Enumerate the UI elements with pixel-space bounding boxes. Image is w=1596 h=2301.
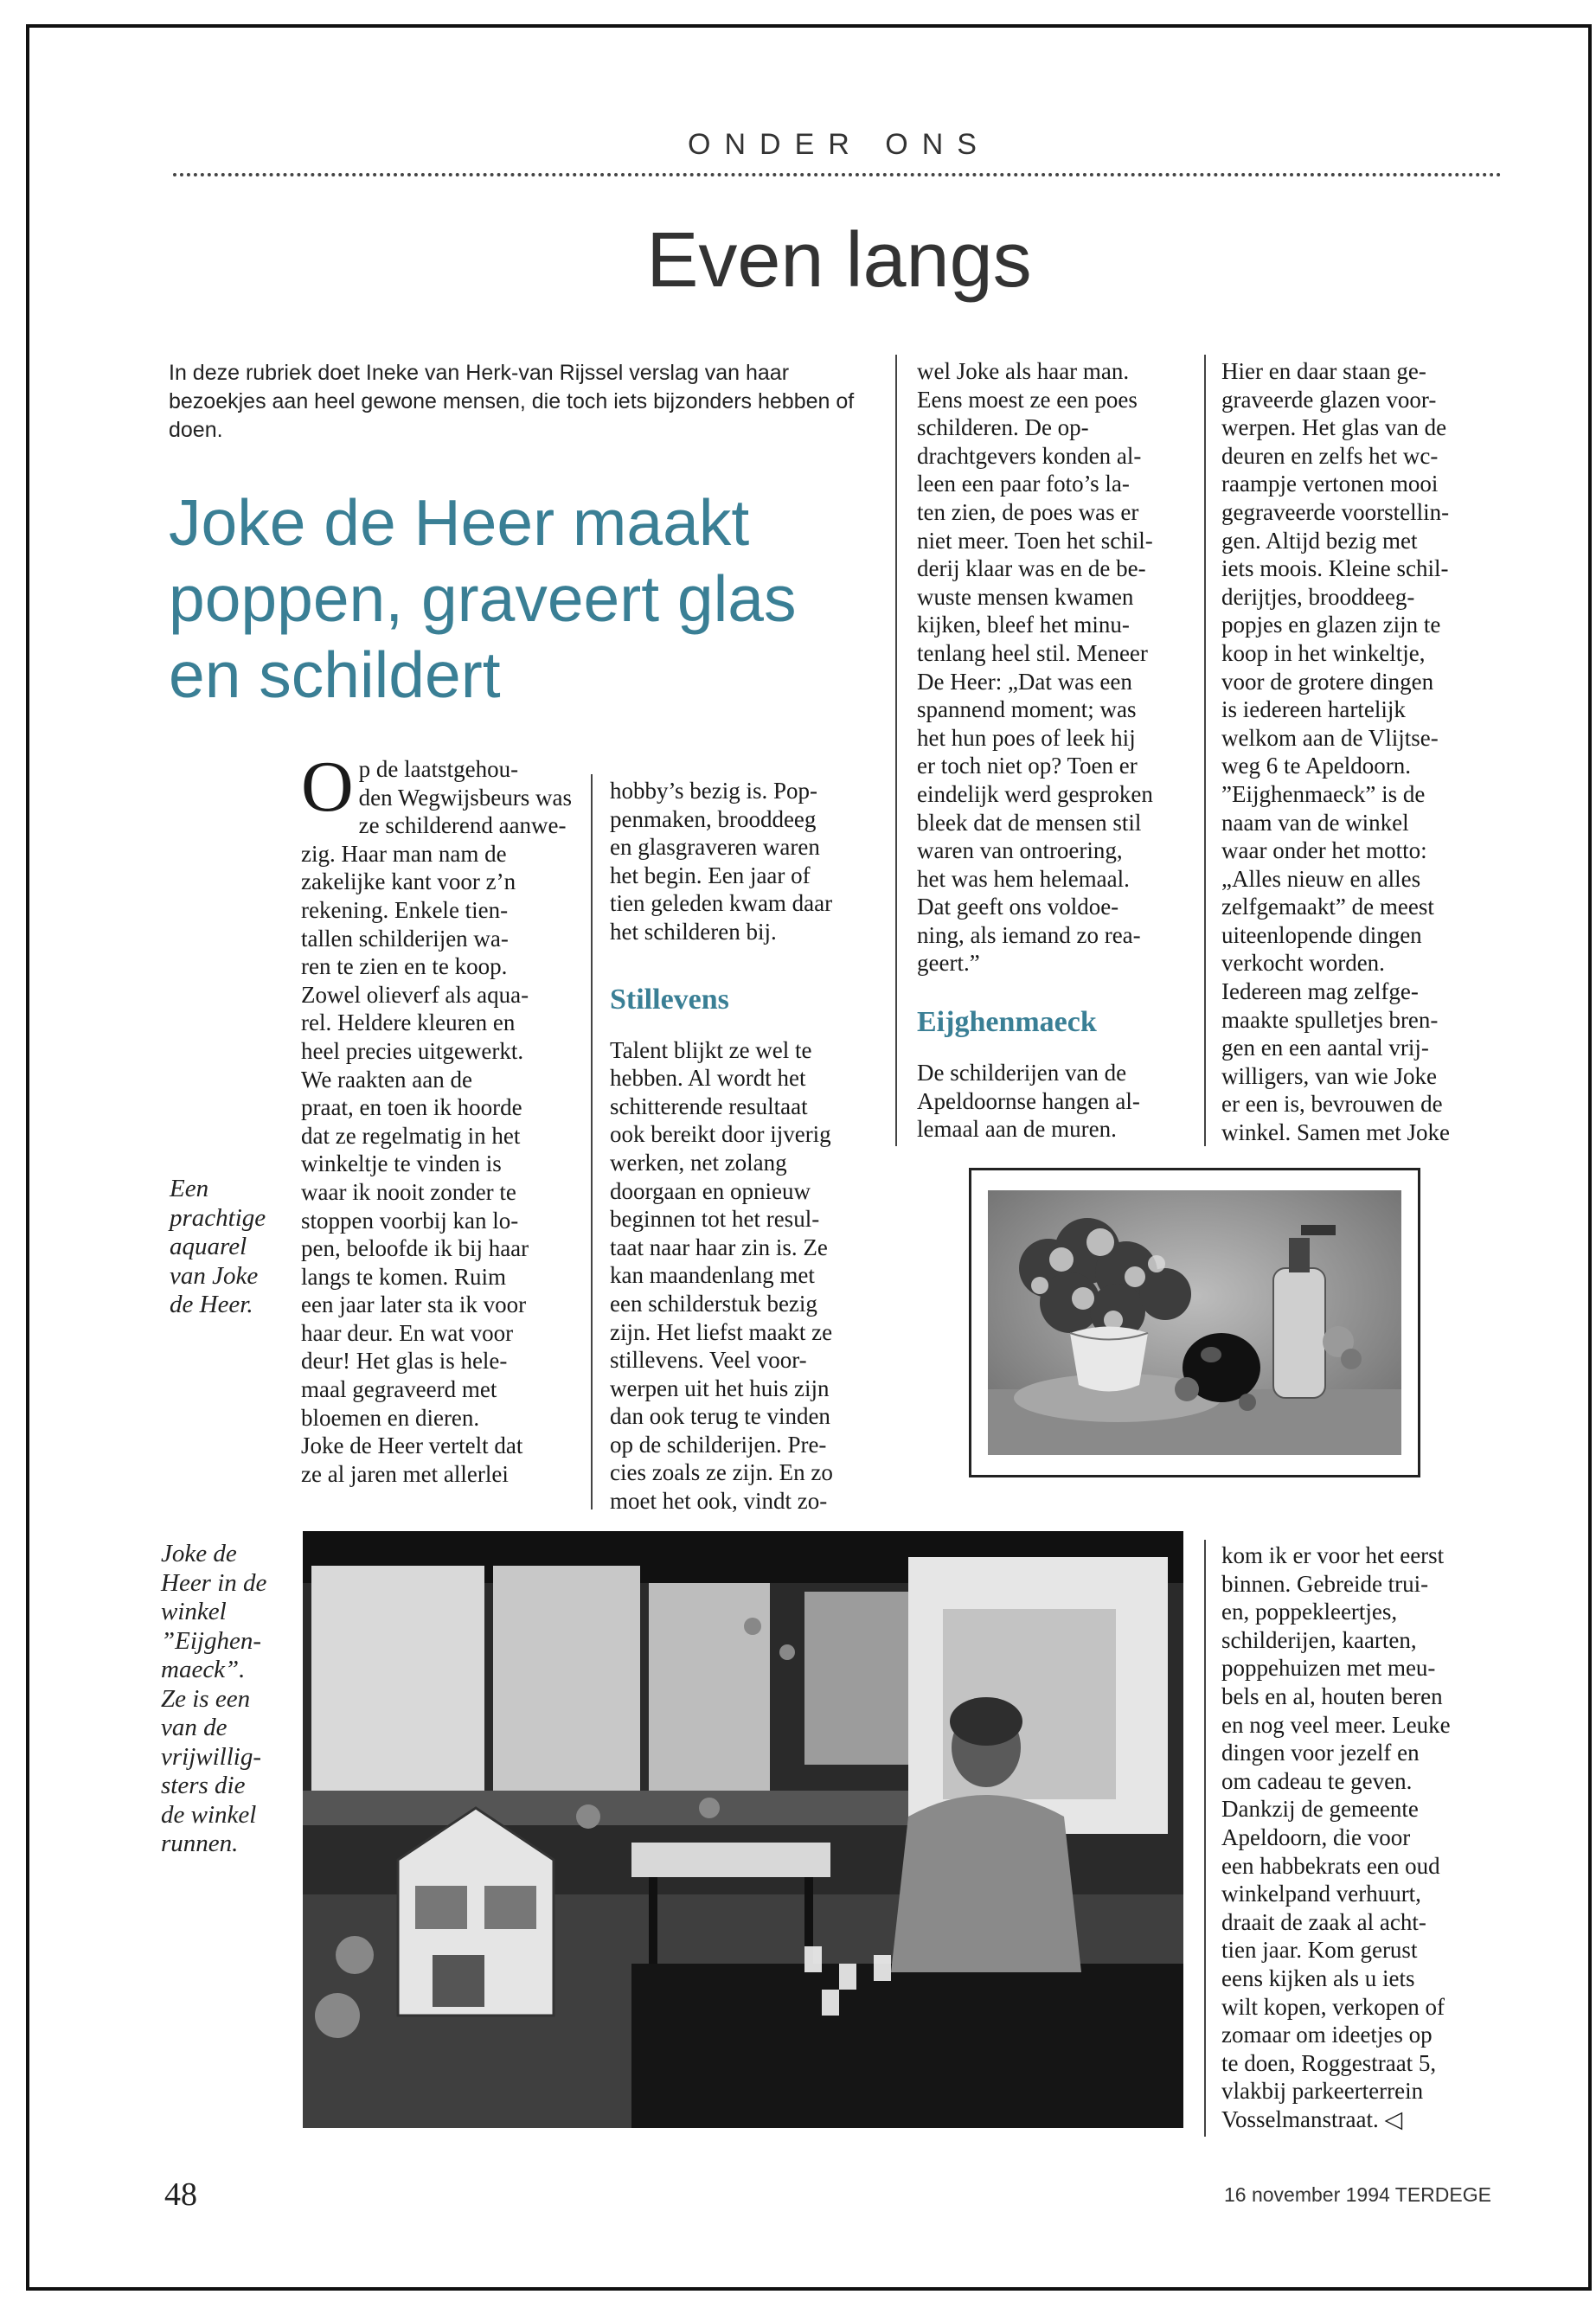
article-column-2 — [610, 777, 887, 1516]
watercolor-painting-image — [988, 1190, 1401, 1455]
text-line: dat ze regelmatig in het — [301, 1122, 521, 1149]
text-line: eindelijk werd gesproken — [917, 780, 1153, 807]
text-line: uiteenlopende dingen — [1221, 921, 1422, 948]
text-line: geert.” — [917, 950, 980, 977]
text-line: en, poppekleertjes, — [1221, 1599, 1398, 1625]
text-line: schitterende resultaat — [610, 1093, 808, 1119]
text-line: naam van de winkel — [1221, 809, 1409, 836]
text-line: leen een paar foto’s la- — [917, 471, 1130, 497]
text-line: willigers, van wie Joke — [1221, 1062, 1437, 1089]
caption-text — [161, 1540, 299, 1859]
headline-line: poppen, graveert glas — [169, 562, 797, 635]
text-line: haar deur. En wat voor — [301, 1319, 514, 1346]
text-line: winkel — [161, 1598, 227, 1625]
column-rule — [1204, 355, 1206, 1146]
text-line: „Alles nieuw en alles — [1221, 865, 1421, 892]
text-line: De Heer: „Dat was een — [917, 668, 1132, 695]
text-line: te doen, Roggestraat 5, — [1221, 2049, 1437, 2076]
text-line: gen. Altijd bezig met — [1221, 527, 1418, 554]
text-line: Een — [170, 1175, 209, 1202]
headline-line: Joke de Heer maakt — [169, 486, 750, 559]
text-line: kom ik er voor het eerst — [1221, 1542, 1445, 1568]
text-line: een habbekrats een oud — [1221, 1852, 1440, 1879]
text-line: Apeldoornse hangen al- — [917, 1087, 1140, 1114]
text-line: We raakten aan de — [301, 1066, 472, 1093]
caption-text — [170, 1175, 299, 1320]
intro-text: In deze rubriek doet Ineke van Herk-van Rijssel verslag van haar bezoekjes aan heel gewone mensen, die toch iets bijzonders hebben of doen. — [169, 361, 855, 442]
text-line: bleek dat de mensen stil — [917, 809, 1142, 836]
text-line: schilderijen, kaarten, — [1221, 1626, 1417, 1653]
text-line: wel Joke als haar man. — [917, 358, 1130, 384]
text-line: van de — [161, 1714, 228, 1741]
text-line: popjes en glazen zijn te — [1221, 612, 1441, 638]
text-line: tallen schilderijen wa- — [301, 925, 509, 952]
painting-caption — [170, 1175, 299, 1320]
text-line: zelfgemaakt” de meest — [1221, 894, 1434, 920]
text-line: weg 6 te Apeldoorn. — [1221, 753, 1411, 779]
headline-line: en schildert — [169, 638, 501, 711]
text-line: gen en een aantal vrij- — [1221, 1035, 1429, 1061]
text-line: dingen voor jezelf en — [1221, 1740, 1420, 1766]
column-text — [610, 777, 887, 946]
text-line: moet het ook, vindt zo- — [610, 1488, 828, 1515]
text-line: hobby’s bezig is. Pop- — [610, 778, 817, 804]
text-line: waar onder het motto: — [1221, 837, 1427, 864]
text-line: de winkel — [161, 1800, 257, 1829]
text-line: het was hem helemaal. — [917, 865, 1130, 892]
article-column-1 — [301, 747, 586, 1488]
text-line: heel precies uitgewerkt. — [301, 1037, 524, 1064]
text-line: het begin. Een jaar of — [610, 862, 811, 888]
text-line: Heer in de — [161, 1568, 267, 1597]
photo-caption — [161, 1540, 299, 1859]
text-line: raampje vertonen mooi — [1221, 471, 1439, 497]
dotted-divider — [173, 173, 1502, 176]
text-line: pen, beloofde ik bij haar — [301, 1235, 529, 1262]
text-line: verkocht worden. — [1221, 950, 1385, 977]
text-line: wilt kopen, verkopen of — [1221, 1993, 1445, 2020]
article-column-3 — [917, 357, 1202, 1144]
text-line: welkom aan de Vlijtse- — [1221, 724, 1439, 751]
page-number: 48 — [164, 2176, 197, 2213]
text-line: vlakbij parkeerterrein — [1221, 2078, 1424, 2105]
article-column-4 — [1221, 357, 1507, 1147]
text-line: maal gegraveerd met — [301, 1376, 497, 1403]
text-line: waar ik nooit zonder te — [301, 1178, 516, 1205]
text-line: zomaar om ideetjes op — [1221, 2022, 1433, 2048]
text-line: kijken, bleef het minu- — [917, 612, 1130, 638]
text-line: tien jaar. Kom gerust — [1221, 1937, 1418, 1964]
text-line: rel. Heldere kleuren en — [301, 1009, 516, 1036]
text-line: werken, net zolang — [610, 1149, 787, 1176]
text-line: derij klaar was en de be- — [917, 555, 1146, 582]
text-line: ning, als iemand zo rea- — [917, 921, 1141, 948]
shop-interior-photo — [303, 1531, 1183, 2128]
text-line: om cadeau te geven. — [1221, 1767, 1413, 1794]
text-line: maeck”. — [161, 1656, 246, 1683]
text-line: hebben. Al wordt het — [610, 1065, 806, 1092]
text-line: taat naar haar zin is. Ze — [610, 1234, 828, 1260]
text-line: gegraveerde voorstellin- — [1221, 498, 1450, 525]
text-line: voor de grotere dingen — [1221, 668, 1434, 695]
text-line: praat, en toen ik hoorde — [301, 1094, 522, 1121]
text-line: koop in het winkeltje, — [1221, 639, 1426, 666]
text-line: winkeltje te vinden is — [301, 1150, 502, 1177]
text-line: ”Eijghen- — [161, 1626, 261, 1655]
text-line: Apeldoorn, die voor — [1221, 1823, 1411, 1850]
text-line: schilderen. De op- — [917, 414, 1089, 441]
text-line: en glasgraveren waren — [610, 834, 820, 861]
text-line: doorgaan en opnieuw — [610, 1177, 811, 1204]
text-line: winkelpand verhuurt, — [1221, 1881, 1421, 1907]
text-line: drachtgevers konden al- — [917, 442, 1142, 469]
column-text — [917, 1059, 1202, 1144]
drop-cap: O — [301, 747, 354, 827]
text-line: tien geleden kwam daar — [610, 890, 833, 917]
text-line: tenlang heel stil. Meneer — [917, 639, 1148, 666]
issue-date: 16 november 1994 TERDEGE — [1224, 2183, 1491, 2206]
text-line: derijtjes, brooddeeg- — [1221, 583, 1415, 610]
text-line: stoppen voorbij kan lo- — [301, 1207, 519, 1234]
text-line: sters die — [161, 1772, 246, 1799]
text-line: spannend moment; was — [917, 696, 1137, 723]
text-line: p de laatstgehou- — [358, 756, 519, 782]
text-line: het schilderen bij. — [610, 918, 777, 945]
text-line: Vosselmanstraat. ◁ — [1221, 2106, 1403, 2132]
text-line: poppehuizen met meu- — [1221, 1655, 1436, 1682]
text-line: het hun poes of leek hij — [917, 724, 1136, 751]
text-line: penmaken, brooddeeg — [610, 805, 817, 832]
column-text — [1221, 1541, 1507, 2133]
text-line: eens kijken als u iets — [1221, 1965, 1415, 1991]
text-line: van Joke — [170, 1261, 259, 1290]
text-line: op de schilderijen. Pre- — [610, 1431, 827, 1458]
text-line: iets moois. Kleine schil- — [1221, 555, 1449, 582]
section-label: ONDER ONS — [688, 128, 990, 161]
text-line: Hier en daar staan ge- — [1221, 358, 1426, 384]
column-rule — [591, 774, 593, 1509]
text-line: ”Eijghenmaeck” is de — [1221, 780, 1426, 807]
text-line: er een is, bevrouwen de — [1221, 1091, 1443, 1118]
text-line: stillevens. Veel voor- — [610, 1347, 807, 1374]
text-line: winkel. Samen met Joke — [1221, 1119, 1450, 1146]
column-text — [610, 1036, 887, 1516]
text-line: binnen. Gebreide trui- — [1221, 1570, 1429, 1597]
text-line: zig. Haar man nam de — [301, 840, 507, 867]
text-line: deuren en zelfs het wc- — [1221, 442, 1439, 469]
column-rule — [895, 355, 897, 1146]
text-line: bloemen en dieren. — [301, 1404, 480, 1431]
text-line: prachtige — [170, 1203, 266, 1232]
text-line: ten zien, de poes was er — [917, 498, 1139, 525]
text-line: Zowel olieverf als aqua- — [301, 981, 529, 1008]
text-line: zijn. Het liefst maakt ze — [610, 1318, 833, 1345]
text-line: Dankzij de gemeente — [1221, 1796, 1419, 1823]
text-line: de Heer. — [170, 1291, 253, 1318]
text-line: wuste mensen kwamen — [917, 583, 1134, 610]
column-text — [1221, 357, 1507, 1147]
text-line: vrijwillig- — [161, 1742, 261, 1771]
text-line: Joke de — [161, 1540, 237, 1567]
text-line: bels en al, houten beren — [1221, 1682, 1443, 1709]
text-line: dan ook terug te vinden — [610, 1403, 830, 1430]
text-line: lemaal aan de muren. — [917, 1116, 1117, 1143]
text-line: den Wegwijsbeurs was — [358, 784, 572, 811]
text-line: kan maandenlang met — [610, 1262, 815, 1289]
text-line: Eens moest ze een poes — [917, 386, 1138, 413]
text-line: draait de zaak al acht- — [1221, 1908, 1426, 1935]
article-column-5 — [1221, 1541, 1507, 2133]
text-line: beginnen tot het resul- — [610, 1206, 820, 1233]
text-line: deur! Het glas is hele- — [301, 1348, 508, 1375]
text-line: aquarel — [170, 1233, 247, 1260]
text-line: ren te zien en te koop. — [301, 953, 508, 980]
text-line: niet meer. Toen het schil- — [917, 527, 1153, 554]
text-line: Talent blijkt ze wel te — [610, 1036, 812, 1063]
text-line: De schilderijen van de — [917, 1060, 1127, 1086]
column-text — [301, 747, 586, 1488]
article-headline — [169, 484, 904, 713]
text-line: rekening. Enkele tien- — [301, 896, 509, 923]
text-line: graveerde glazen voor- — [1221, 386, 1437, 413]
text-line: ook bereikt door ijverig — [610, 1121, 831, 1148]
text-line: runnen. — [161, 1830, 239, 1857]
column-rule — [1204, 1540, 1206, 2137]
text-line: en nog veel meer. Leuke — [1221, 1711, 1451, 1738]
subheading-stillevens: Stillevens — [610, 983, 729, 1016]
text-line: een schilderstuk bezig — [610, 1290, 817, 1317]
text-line: ze schilderend aanwe- — [358, 812, 567, 839]
text-line: Iedereen mag zelfge- — [1221, 978, 1419, 1005]
subheading-eijghenmaeck: Eijghenmaeck — [917, 1006, 1097, 1039]
text-line: Joke de Heer vertelt dat — [301, 1433, 523, 1459]
column-text — [917, 357, 1202, 977]
text-line: maakte spulletjes bren- — [1221, 1006, 1439, 1033]
text-line: Dat geeft ons voldoe- — [917, 894, 1119, 920]
text-line: cies zoals ze zijn. En zo — [610, 1459, 833, 1486]
text-line: waren van ontroering, — [917, 837, 1123, 864]
text-line: Ze is een — [161, 1684, 251, 1713]
page-title: Even langs — [646, 217, 1032, 304]
text-line: langs te komen. Ruim — [301, 1263, 506, 1290]
text-line: is iedereen hartelijk — [1221, 696, 1406, 723]
text-line: zakelijke kant voor z’n — [301, 868, 516, 895]
text-line: werpen. Het glas van de — [1221, 414, 1447, 441]
text-line: werpen uit het huis zijn — [610, 1375, 830, 1401]
text-line: er toch niet op? Toen er — [917, 753, 1138, 779]
text-line: een jaar later sta ik voor — [301, 1292, 527, 1318]
text-line: ze al jaren met allerlei — [301, 1460, 509, 1487]
